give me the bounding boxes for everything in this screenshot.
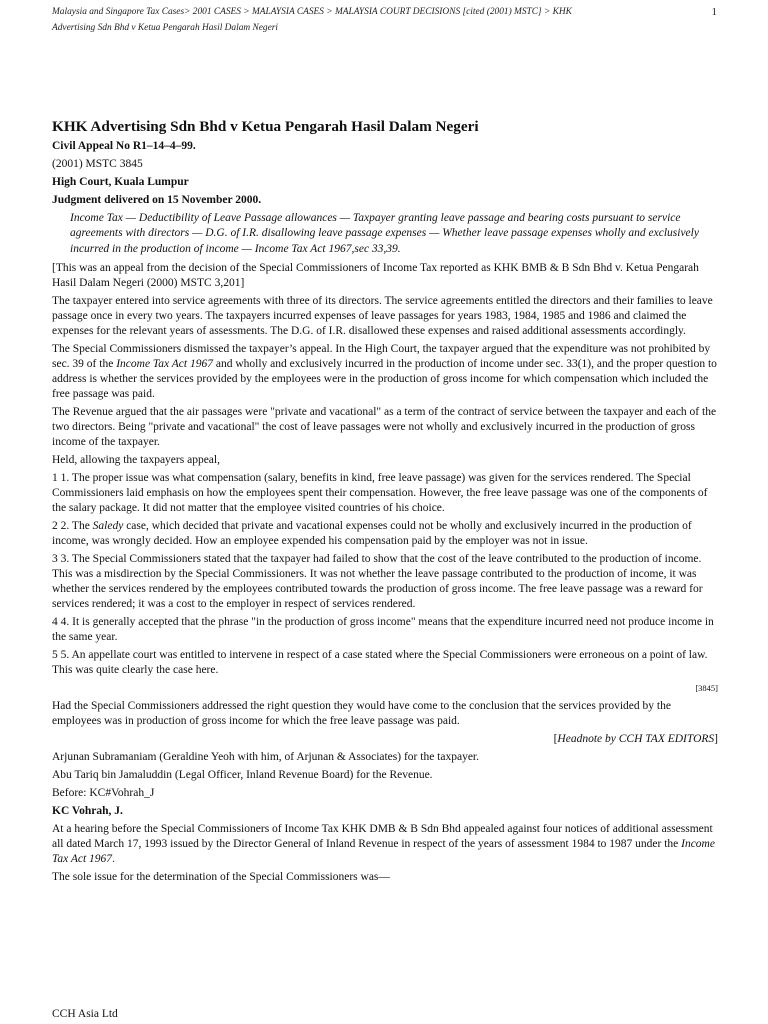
held-point-4: 4 4. It is generally accepted that the phrase "in the production of gross income" means that the expenditure incurred need not produce income in the same year. xyxy=(52,616,714,644)
judgment-date: Judgment delivered on 15 November 2000. xyxy=(52,194,262,206)
page-footer: CCH Asia Ltd xyxy=(52,1008,118,1020)
dismissed-paragraph: The Special Commissioners dismissed the taxpayer’s appeal. In the High Court, the taxpayer argued that the expenditure was not prohibited by sec. 39 of the Income Tax Act 1967 and wholly and exclusively incurred in the production of income under sec. 33(1), and the proper question to address is whether the services provided by the employees were in the production of gross income for which compensation which included the free passage was paid. xyxy=(52,343,717,401)
running-header-breadcrumb: Malaysia and Singapore Tax Cases> 2001 CASES > MALAYSIA CASES > MALAYSIA COURT DECISIONS [cited (2001) MSTC] > KHK xyxy=(52,7,572,17)
page-marker: [3845] xyxy=(695,683,718,694)
appeal-note: [This was an appeal from the decision of the Special Commissioners of Income Tax reported as KHK BMB & B Sdn Bhd v. Ketua Pengarah Hasil Dalam Negeri (2000) MSTC 3,201] xyxy=(52,262,699,290)
counsel-revenue: Abu Tariq bin Jamaluddin (Legal Officer, Inland Revenue Board) for the Revenue. xyxy=(52,769,433,782)
revenue-argument: The Revenue argued that the air passages were "private and vacational" as a term of the contract of service between the taxpayer and each of the two directors. Being "private and vacational" the cost of leave passages were not wholly and exclusively incurred in the production of gross income of the taxpayer. xyxy=(52,406,717,449)
judge-name: KC Vohrah, J. xyxy=(52,805,123,818)
case-title: KHK Advertising Sdn Bhd v Ketua Pengarah Hasil Dalam Negeri xyxy=(52,118,479,135)
page-number: 1 xyxy=(711,6,717,18)
case-reference: Saledy xyxy=(92,520,124,533)
held-point-2: 2 2. The Saledy case, which decided that private and vacational expenses could not be wholly and exclusively incurred in the production of income, was wrongly decided. How an employee expended his compensation paid by the employer was not in issue. xyxy=(52,520,692,548)
court-name: High Court, Kuala Lumpur xyxy=(52,176,189,188)
held-point-3: 3 3. The Special Commissioners stated that the taxpayer had failed to show that the cost of the leave contributed to the production of income. This was a misdirection by the Special Commissioners. It was not whether the leave passage contributed to the production of income, it was whether the services rendered by the employees contributed towards the production of gross income. The free leave passage was a reward for services rendered; it was a cost to the employer in respect of services rendered. xyxy=(52,553,703,611)
headnote-attribution: [Headnote by CCH TAX EDITORS] xyxy=(553,733,718,746)
statute-reference: Income Tax Act 1967 xyxy=(116,358,213,371)
facts-paragraph: The taxpayer entered into service agreements with three of its directors. The service agreements entitled the directors and their families to leave passage once in every two years. The taxpayers incurred expenses of leave passages for years 1983, 1984, 1985 and 1986 and claimed the expenses for the relevant years of assessments. The D.G. of I.R. disallowed these expenses and raised additional assessments accordingly. xyxy=(52,295,713,338)
coram: Before: KC#Vohrah_J xyxy=(52,787,155,800)
held-point-1: 1 1. The proper issue was what compensation (salary, benefits in kind, free leave passage) was given for the services rendered. The Special Commissioners laid emphasis on how the employees spent their compensation. However, the free leave passage was one of the components of the salary package. It did not matter that the employee visited countries of his choice. xyxy=(52,472,708,515)
appeal-number: Civil Appeal No R1–14–4–99. xyxy=(52,140,196,152)
case-citation: (2001) MSTC 3845 xyxy=(52,158,143,170)
sole-issue-paragraph: The sole issue for the determination of the Special Commissioners was— xyxy=(52,871,390,884)
counsel-taxpayer: Arjunan Subramaniam (Geraldine Yeoh with him, of Arjunan & Associates) for the taxpayer. xyxy=(52,751,480,764)
conclusion-paragraph: Had the Special Commissioners addressed the right question they would have come to the conclusion that the services provided by the employees was in production of gross income for which the free leave passage was paid. xyxy=(52,700,671,728)
judgment-opening: At a hearing before the Special Commissioners of Income Tax KHK DMB & B Sdn Bhd appealed against four notices of additional assessment all dated March 17, 1993 issued by the Director General of Inland Revenue in respect of the years of assessment 1984 to 1987 under the Income Tax Act 1967. xyxy=(52,823,715,866)
document-body xyxy=(52,139,718,888)
statute-reference: Income Tax Act 1967 xyxy=(52,838,715,866)
catchwords: Income Tax — Deductibility of Leave Passage allowances — Taxpayer granting leave passage and bearing costs pursuant to service agreements with directors — D.G. of I.R. disallowing leave passage expenses — Whether leave passage expenses wholly and exclusively incurred in the production of income — Income Tax Act 1967,sec 33,39. xyxy=(70,212,699,255)
held-intro: Held, allowing the taxpayers appeal, xyxy=(52,454,220,467)
running-header-case-name: Advertising Sdn Bhd v Ketua Pengarah Hasil Dalam Negeri xyxy=(52,23,279,33)
held-point-5: 5 5. An appellate court was entitled to intervene in respect of a case stated where the Special Commissioners were erroneous on a point of law. This was quite clearly the case here. xyxy=(52,649,708,677)
